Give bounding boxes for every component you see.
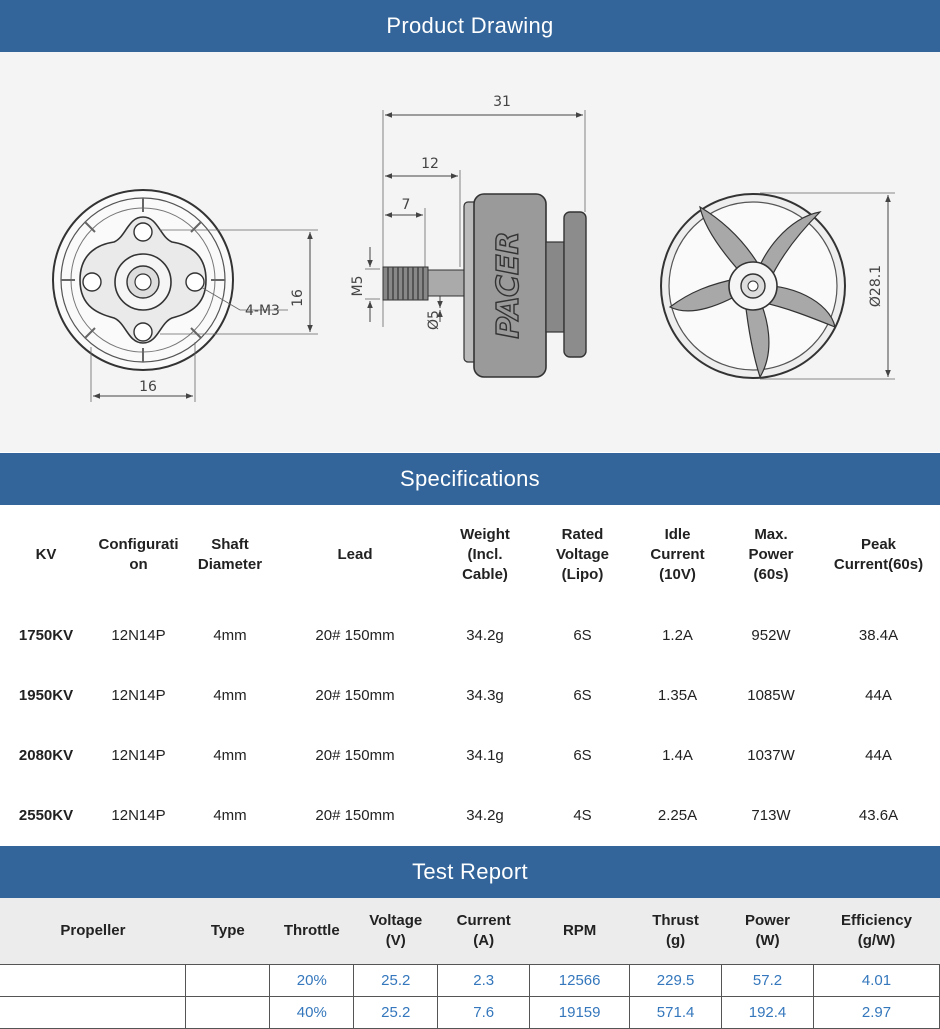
table-cell: [0, 997, 186, 1029]
test-header-row: [0, 898, 940, 965]
table-row: [0, 785, 940, 845]
table-cell: 1037W: [747, 746, 795, 764]
table-cell: 34.3g: [466, 686, 504, 704]
dim-overall-31: 31: [493, 94, 511, 110]
table-cell: 12N14P: [111, 626, 166, 644]
table-cell: 43.6A: [858, 806, 899, 824]
table-cell: [186, 997, 270, 1029]
header-line: Efficiency: [841, 912, 912, 929]
table-cell: 952W: [751, 626, 791, 644]
header-line: Diameter: [197, 556, 263, 573]
table-cell: 25.2: [354, 997, 438, 1029]
dim-outer-dia: Ø28.1: [868, 264, 884, 308]
product-drawing-header: [0, 0, 940, 52]
column-header: [0, 505, 92, 605]
dim-screw-m3: 4-M3: [245, 303, 280, 319]
header-line: Peak: [860, 536, 897, 553]
header-line: Current: [456, 912, 511, 929]
section-title: Test Report: [412, 859, 528, 884]
table-cell: 1.35A: [657, 686, 698, 704]
table-cell: 12N14P: [111, 686, 166, 704]
pacer-logo: [491, 231, 526, 338]
table-cell: 6S: [573, 686, 592, 704]
table-cell: 7.6: [438, 997, 530, 1029]
test-report-table: [0, 898, 940, 1029]
table-cell: 6S: [573, 746, 592, 764]
header-line: (g): [666, 932, 686, 949]
header-line: Weight: [460, 526, 510, 543]
column-header: [438, 898, 530, 965]
header-line: Type: [210, 922, 245, 939]
table-row: [0, 665, 940, 725]
table-cell: [186, 965, 270, 997]
table-cell: 34.2g: [466, 626, 504, 644]
table-cell: 4.01: [813, 965, 939, 997]
bottom-view: [53, 190, 318, 402]
specifications-table: [0, 505, 940, 845]
column-header: [185, 505, 275, 605]
table-cell: 34.2g: [466, 806, 504, 824]
table-cell: 4mm: [213, 746, 247, 764]
product-drawing: [0, 52, 940, 452]
dim-bottom-16: 16: [139, 379, 157, 395]
header-line: Thrust: [652, 912, 699, 929]
table-row: [0, 605, 940, 665]
header-line: Max.: [754, 526, 788, 543]
table-cell: 4mm: [213, 626, 247, 644]
table-cell: 571.4: [630, 997, 722, 1029]
table-cell: 20# 150mm: [315, 686, 395, 704]
dim-shaft-12: 12: [421, 156, 439, 172]
table-cell: 2.97: [813, 997, 939, 1029]
header-line: Shaft: [211, 536, 249, 553]
header-line: Propeller: [60, 922, 126, 939]
header-line: (10V): [659, 566, 696, 583]
table-cell: 57.2: [722, 965, 814, 997]
table-cell: [0, 965, 186, 997]
header-line: Power: [748, 546, 794, 563]
table-cell: 1085W: [747, 686, 795, 704]
table-cell: 44A: [865, 686, 892, 704]
motor-drawing: [0, 52, 940, 452]
table-cell: 20# 150mm: [315, 746, 395, 764]
table-row: [0, 997, 940, 1029]
column-header: [92, 505, 185, 605]
column-header: [722, 898, 814, 965]
header-line: KV: [35, 546, 57, 563]
dim-thread-m5: M5: [350, 275, 366, 297]
test-report-header: [0, 846, 940, 898]
table-cell: 40%: [270, 997, 354, 1029]
header-line: Current(60s): [833, 556, 924, 573]
column-header: [275, 505, 435, 605]
table-cell: 25.2: [354, 965, 438, 997]
column-header: [535, 505, 630, 605]
table-cell: 38.4A: [858, 626, 899, 644]
dim-shaft-dia: Ø5: [426, 310, 442, 330]
header-line: Rated: [561, 526, 604, 543]
column-header: [813, 898, 939, 965]
dim-thread-7: 7: [401, 197, 411, 213]
section-title: Product Drawing: [386, 13, 554, 38]
table-cell: 44A: [865, 746, 892, 764]
header-line: (A): [473, 932, 495, 949]
header-line: (Lipo): [561, 566, 604, 583]
table-cell: 2.25A: [657, 806, 698, 824]
table-cell: 20# 150mm: [315, 806, 395, 824]
table-cell: 2550KV: [18, 806, 74, 824]
table-cell: 713W: [751, 806, 791, 824]
header-line: Voltage: [369, 912, 423, 929]
spec-body: [0, 605, 940, 845]
column-header: [630, 898, 722, 965]
header-line: (V): [385, 932, 406, 949]
column-header: [0, 898, 186, 965]
table-cell: 4mm: [213, 806, 247, 824]
svg-text:PACER: PACER: [491, 231, 526, 339]
column-header: [530, 898, 630, 965]
header-line: Throttle: [283, 922, 340, 939]
column-header: [817, 505, 940, 605]
table-cell: 1750KV: [18, 626, 74, 644]
table-cell: 1950KV: [18, 686, 74, 704]
section-title: Specifications: [400, 466, 540, 491]
table-cell: 6S: [573, 626, 592, 644]
header-line: Cable): [462, 566, 508, 583]
header-line: (g/W): [857, 932, 896, 949]
table-cell: 12N14P: [111, 746, 166, 764]
table-cell: 2080KV: [18, 746, 74, 764]
table-cell: 12N14P: [111, 806, 166, 824]
specifications-header: [0, 453, 940, 505]
table-row: [0, 965, 940, 997]
table-cell: 20%: [270, 965, 354, 997]
table-cell: 20# 150mm: [315, 626, 395, 644]
header-line: (60s): [753, 566, 789, 583]
header-line: Lead: [337, 546, 373, 563]
spec-header-row: [0, 505, 940, 605]
header-line: Power: [745, 912, 791, 929]
table-cell: 34.1g: [466, 746, 504, 764]
table-cell: 2.3: [438, 965, 530, 997]
header-line: (Incl.: [467, 546, 503, 563]
table-cell: 1.2A: [662, 626, 693, 644]
column-header: [725, 505, 817, 605]
header-line: Voltage: [555, 546, 610, 563]
table-cell: 1.4A: [662, 746, 693, 764]
column-header: [630, 505, 725, 605]
table-cell: 229.5: [630, 965, 722, 997]
table-row: [0, 725, 940, 785]
column-header: [435, 505, 535, 605]
header-line: Configurati: [98, 536, 179, 553]
table-cell: 4S: [573, 806, 592, 824]
column-header: [270, 898, 354, 965]
column-header: [186, 898, 270, 965]
header-line: (W): [755, 932, 780, 949]
table-cell: 4mm: [213, 686, 247, 704]
header-line: on: [129, 556, 148, 573]
table-cell: 192.4: [722, 997, 814, 1029]
header-line: Current: [650, 546, 705, 563]
top-view: [661, 193, 895, 379]
table-cell: 19159: [530, 997, 630, 1029]
header-line: Idle: [664, 526, 691, 543]
header-line: RPM: [562, 922, 597, 939]
table-cell: 12566: [530, 965, 630, 997]
column-header: [354, 898, 438, 965]
dim-side-16: 16: [290, 289, 306, 307]
side-view: [350, 94, 586, 377]
